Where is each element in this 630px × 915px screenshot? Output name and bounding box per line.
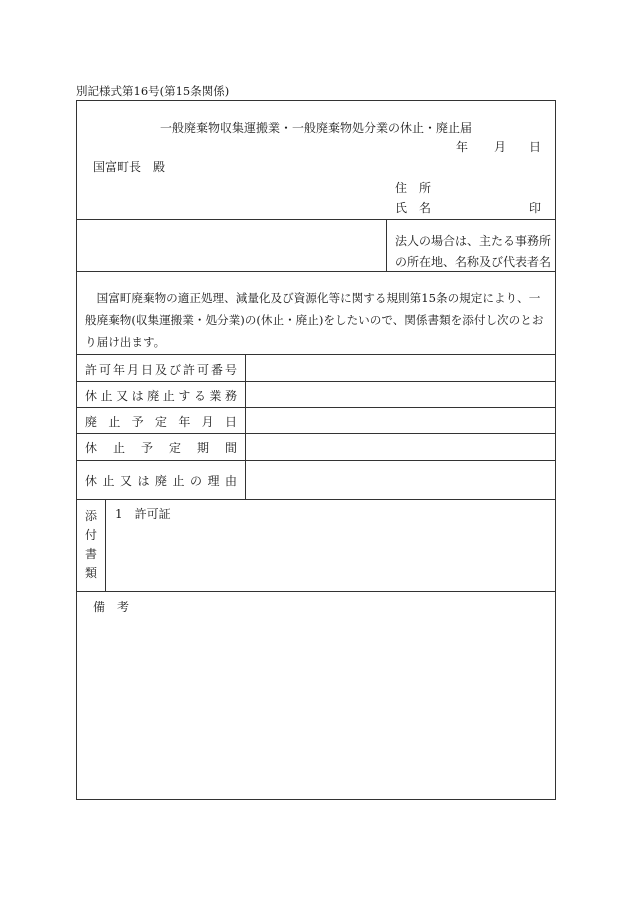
divider [77, 433, 555, 434]
name-label: 氏 名 [395, 201, 432, 215]
date-month-label: 月 [494, 140, 507, 154]
divider [77, 407, 555, 408]
divider [386, 219, 387, 271]
divider [77, 354, 555, 355]
date-year-label: 年 [456, 140, 469, 154]
declaration-text: 国富町廃棄物の適正処理、減量化及び資源化等に関する規則第15条の規定により、一般廃棄物(収集運搬業・処分業)の(休止・廃止)をしたいので、関係書類を添付し次のとおり届け出ます。 [85, 291, 544, 349]
reason-label: 休止又は廃止の理由 [85, 474, 237, 488]
business-field[interactable] [246, 383, 555, 405]
abolition-date-label: 廃止予定年月日 [85, 415, 237, 429]
business-label: 休止又は廃止する業務 [85, 389, 237, 403]
divider [77, 271, 555, 272]
reason-field[interactable] [246, 463, 555, 497]
date-day-label: 日 [529, 140, 542, 154]
form-number-label: 別記様式第16号(第15条関係) [76, 84, 230, 98]
address-label: 住 所 [395, 181, 432, 195]
divider [77, 381, 555, 382]
seal-mark: 印 [529, 201, 542, 215]
divider [77, 460, 555, 461]
form-title: 一般廃棄物収集運搬業・一般廃棄物処分業の休止・廃止届 [159, 121, 472, 135]
permit-date-number-label: 許可年月日及び許可番号 [85, 363, 237, 377]
divider [77, 499, 555, 500]
divider [105, 499, 106, 591]
corporate-note: 法人の場合は、主たる事務所の所在地、名称及び代表者名 [395, 234, 552, 269]
attachment-item: 1 許可証 [115, 507, 171, 521]
notification-form [76, 100, 556, 800]
suspension-period-label: 休止予定期間 [85, 441, 237, 455]
attachments-heading: 添付書類 [84, 509, 97, 580]
remarks-field[interactable] [77, 621, 555, 797]
remarks-label: 備 考 [93, 600, 130, 614]
suspension-period-field[interactable] [246, 435, 555, 457]
abolition-date-field[interactable] [246, 409, 555, 431]
applicant-detail-field[interactable] [77, 220, 385, 270]
permit-date-number-field[interactable] [246, 356, 555, 378]
addressee: 国富町長 殿 [93, 160, 166, 174]
divider [77, 591, 555, 592]
